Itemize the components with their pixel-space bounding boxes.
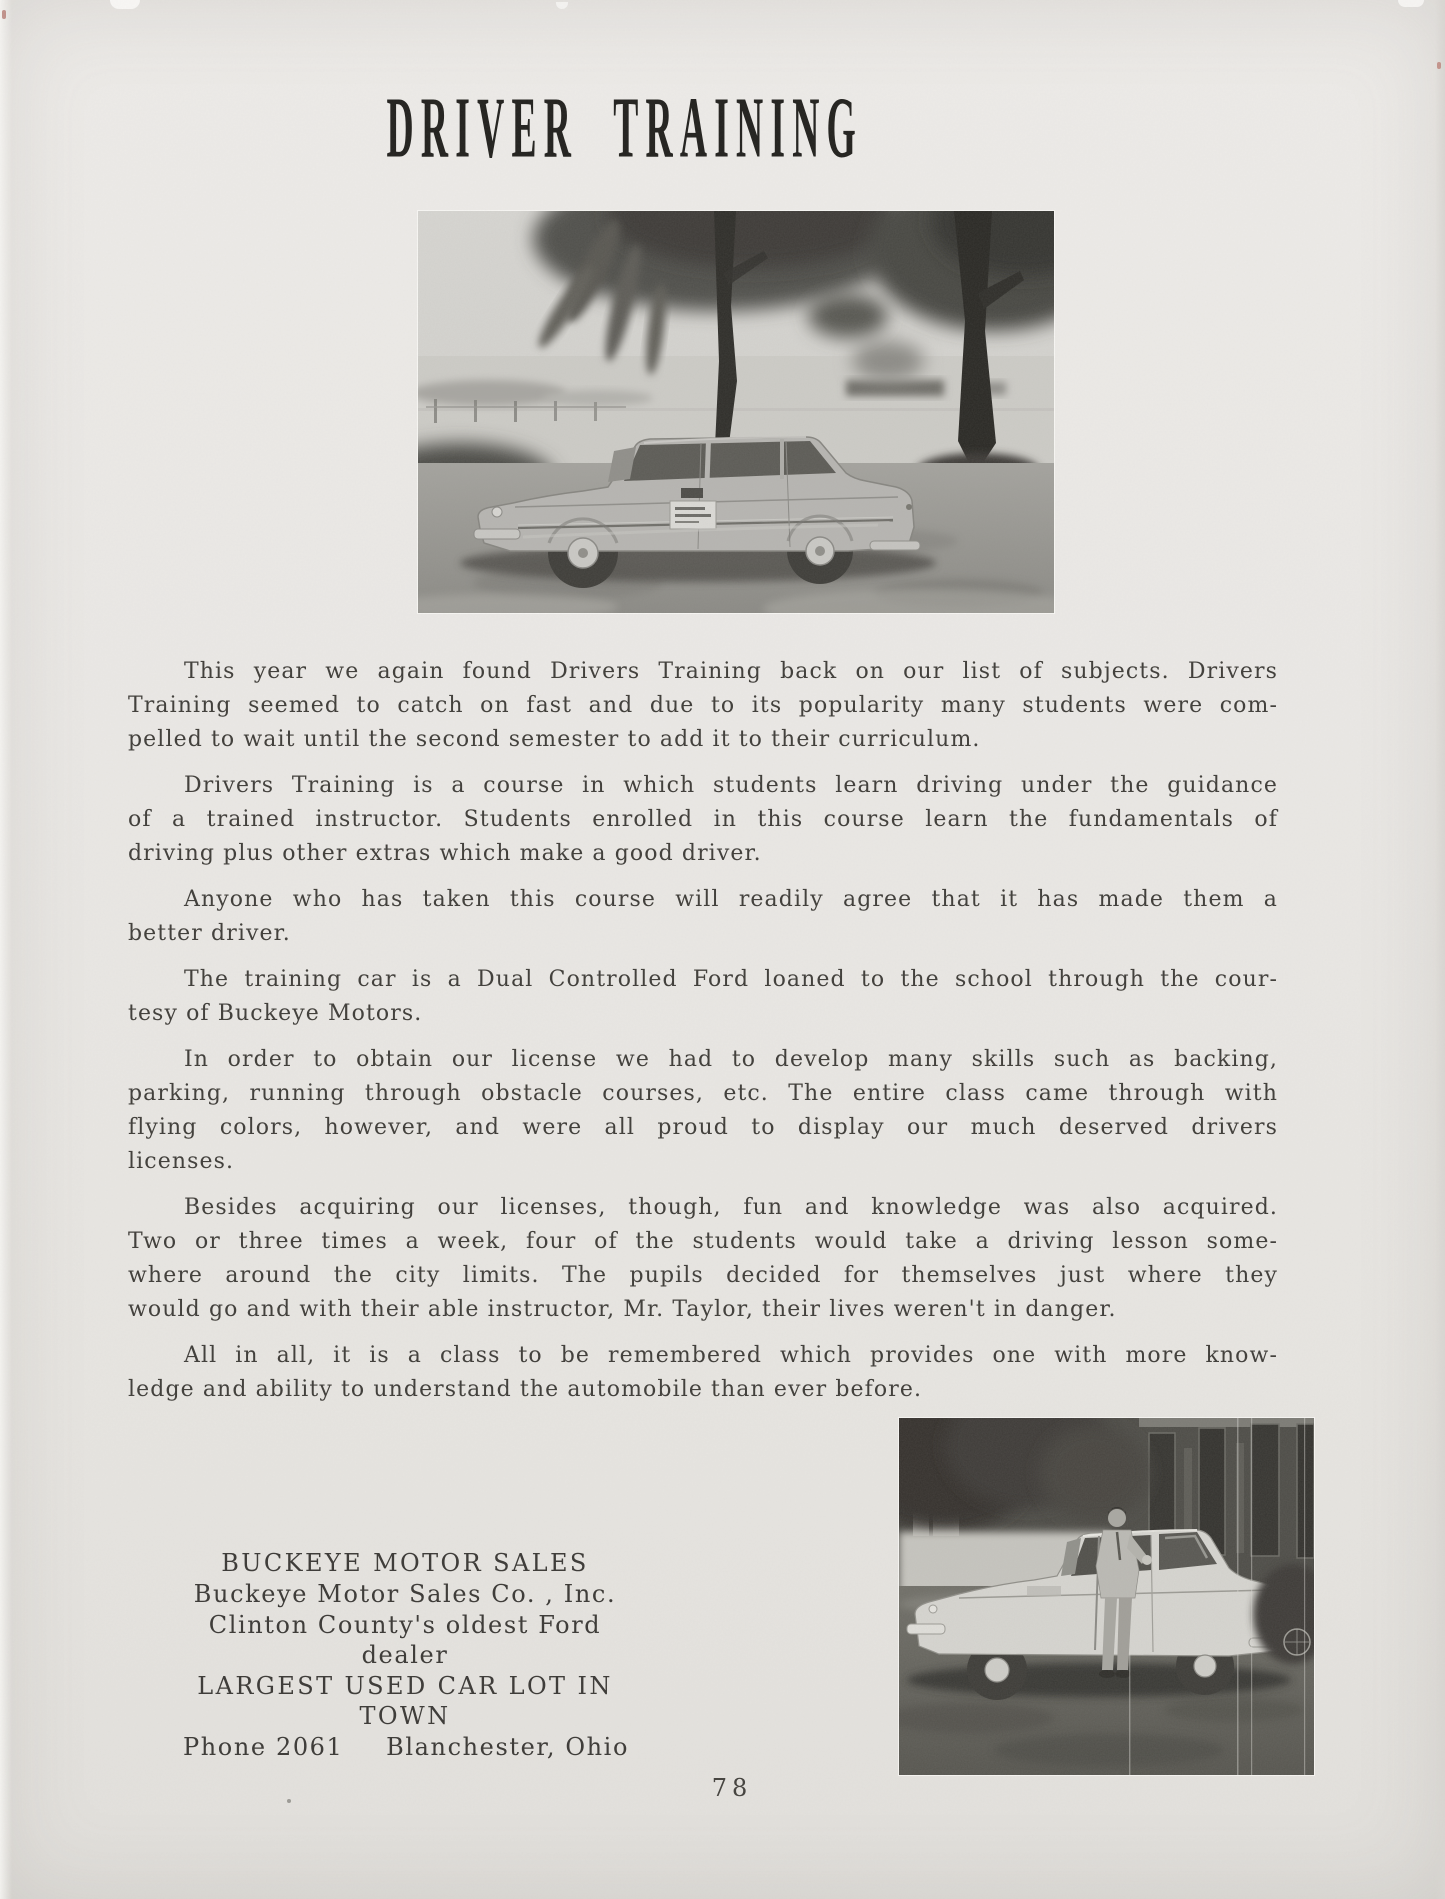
text-line: where around the city limits. The pupils decided for themselves just where they [128, 1263, 1278, 1288]
ad-phone: Phone 2061 [183, 1733, 344, 1761]
paragraph [128, 1191, 1278, 1327]
text-line: Training seemed to catch on fast and due to its popularity many students were com- [128, 693, 1278, 718]
training-car-photo [418, 211, 1054, 613]
dealer-car-photo [899, 1418, 1314, 1775]
scan-notch [110, 0, 140, 9]
text-line: pelled to wait until the second semester to add it to their curriculum. [128, 727, 981, 752]
text-line: Two or three times a week, four of the students would take a driving lesson some- [128, 1229, 1278, 1254]
ad-location: Blanchester, Ohio [386, 1733, 629, 1761]
paragraph [128, 769, 1278, 871]
text-line: flying colors, however, and were all proud to display our much deserved drivers [128, 1115, 1278, 1140]
text-line: The training car is a Dual Controlled Ford loaned to the school through the cour- [184, 967, 1278, 992]
ad-dealer-name: BUCKEYE MOTOR SALES [221, 1549, 589, 1577]
text-line: All in all, it is a class to be remembered which provides one with more know- [184, 1343, 1278, 1368]
paragraph [128, 655, 1278, 757]
training-car-photo-illustration [418, 211, 1054, 613]
ad-tagline: Clinton County's oldest Ford dealer [208, 1611, 602, 1669]
scan-edge-right [1435, 0, 1445, 1899]
photo-grain [418, 211, 1054, 613]
text-line: better driver. [128, 921, 291, 946]
ad-slogan: LARGEST USED CAR LOT IN TOWN [197, 1672, 613, 1730]
scan-notch [1398, 0, 1424, 7]
text-line: ledge and ability to understand the automobile than ever before. [128, 1377, 923, 1402]
scan-speck [2, 10, 6, 19]
ad-company: Buckeye Motor Sales Co. , Inc. [193, 1580, 617, 1608]
text-line: of a trained instructor. Students enrolled in this course learn the fundamentals of [128, 807, 1278, 832]
page-title: DRIVER TRAINING [386, 80, 864, 177]
scan-notch [556, 2, 568, 9]
scan-speck [287, 1799, 291, 1803]
page-header [327, 80, 867, 177]
text-line: In order to obtain our license we had to develop many skills such as backing, [184, 1047, 1278, 1072]
paragraph [128, 1043, 1278, 1179]
text-line: would go and with their able instructor, Mr. Taylor, their lives weren't in danger. [128, 1297, 1117, 1322]
body-text [128, 655, 1278, 1419]
text-line: This year we again found Drivers Training back on our list of subjects. Drivers [184, 659, 1278, 684]
text-line: Besides acquiring our licenses, though, fun and knowledge was also acquired. [184, 1195, 1278, 1220]
text-line: tesy of Buckeye Motors. [128, 1001, 423, 1026]
photo-grain [899, 1418, 1314, 1775]
text-line: driving plus other extras which make a good driver. [128, 841, 762, 866]
dealer-car-photo-illustration [899, 1418, 1314, 1775]
text-line: parking, running through obstacle courses, etc. The entire class came through with [128, 1081, 1278, 1106]
ad-contact-line [175, 1732, 635, 1762]
text-line: licenses. [128, 1149, 235, 1174]
page-number: 78 [711, 1774, 753, 1802]
paragraph [128, 883, 1278, 951]
text-line: Anyone who has taken this course will readily agree that it has made them a [184, 887, 1278, 912]
text-line: Drivers Training is a course in which students learn driving under the guidance [184, 773, 1278, 798]
paragraph [128, 963, 1278, 1031]
scan-edge-left [0, 0, 12, 1899]
paragraph [128, 1339, 1278, 1407]
scan-speck [1437, 62, 1441, 69]
advertisement [175, 1548, 635, 1763]
